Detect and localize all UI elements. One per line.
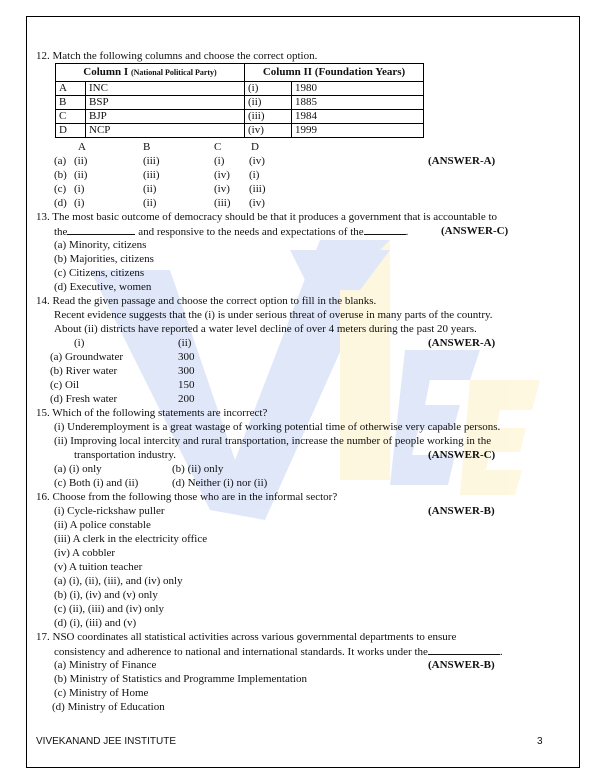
q12-stem: 12. Match the following columns and choose the correct option. [36, 50, 318, 62]
q17-answer: (ANSWER-B) [428, 659, 495, 671]
table-row: A INC (i) 1980 [56, 82, 424, 96]
table-row: B BSP (ii) 1885 [56, 96, 424, 110]
q15-answer: (ANSWER-C) [428, 449, 496, 461]
q15-stem: 15. Which of the following statements are incorrect? [36, 407, 268, 419]
q15-statement-1: (i) Underemployment is a great wastage of working potential time of otherwise very capable persons. [54, 421, 501, 433]
option-c: (c) Citizens, citizens [54, 267, 145, 279]
match-table [55, 63, 424, 138]
q13-line2: the and responsive to the needs and expectations of the . [54, 226, 409, 238]
q13-stem: 13. The most basic outcome of democracy should be that it produces a government that is accountable to [36, 211, 498, 223]
q16-answer: (ANSWER-B) [428, 505, 495, 517]
table-row: C BJP (iii) 1984 [56, 110, 424, 124]
column-i-header: Column I (National Political Party) [56, 64, 245, 82]
q17-stem: 17. NSO coordinates all statistical activities across various governmental departments to ensure [36, 631, 457, 643]
table-row: D NCP (iv) 1999 [56, 124, 424, 138]
q15-statement-2-cont: transportation industry. [74, 449, 176, 461]
q13-answer: (ANSWER-C) [441, 225, 509, 237]
column-ii-header: Column II (Foundation Years) [245, 64, 424, 82]
blank [428, 645, 500, 655]
q16-stem: 16. Choose from the following those who are in the informal sector? [36, 491, 338, 503]
q14-stem: 14. Read the given passage and choose the correct option to fill in the blanks. [36, 295, 377, 307]
page-number: 3 [537, 736, 543, 747]
q17-line2: consistency and adherence to national and international standards. It works under the . [54, 646, 503, 658]
option-b: (b) Majorities, citizens [54, 253, 154, 265]
option-a: (a) Minority, citizens [54, 239, 147, 251]
q15-statement-2: (ii) Improving local intercity and rural transportation, increase the number of people working in the [54, 435, 492, 447]
blank [364, 225, 406, 235]
q14-answer: (ANSWER-A) [428, 337, 496, 349]
option-d: (d) Executive, women [54, 281, 152, 293]
q12-answer: (ANSWER-A) [428, 155, 496, 167]
footer-institute: VIVEKANAND JEE INSTITUTE [36, 736, 177, 747]
q14-passage-line1: Recent evidence suggests that the (i) is under serious threat of overuse in many parts of the country. [54, 309, 493, 321]
q14-passage-line2: About (ii) districts have reported a water level decline of over 4 meters during the past 20 years. [54, 323, 477, 335]
blank [67, 225, 135, 235]
option-label: (a) [54, 155, 67, 167]
